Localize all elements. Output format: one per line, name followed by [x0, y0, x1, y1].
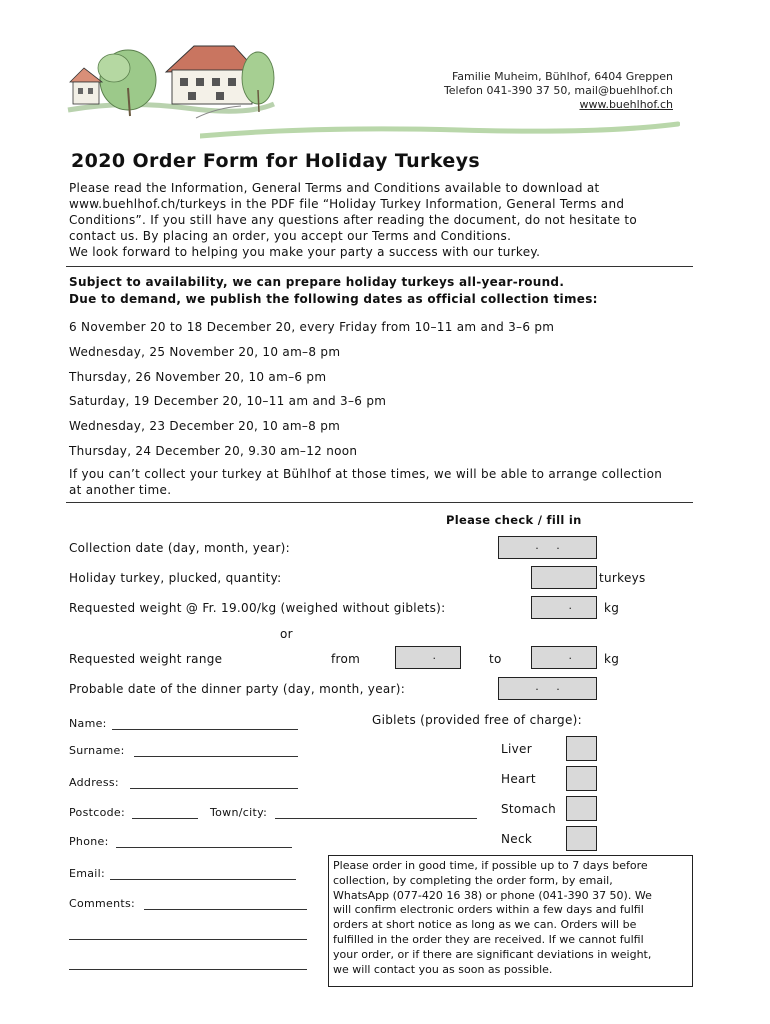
- divider: [66, 266, 693, 267]
- town-label: Town/city:: [210, 806, 268, 819]
- town-input[interactable]: [275, 818, 477, 819]
- weight-unit: kg: [604, 601, 620, 615]
- note-line: Please order in good time, if possible up to 7 days before: [333, 859, 648, 872]
- page-title: 2020 Order Form for Holiday Turkeys: [71, 150, 481, 172]
- website-link[interactable]: www.buehlhof.ch: [579, 98, 673, 111]
- quantity-field[interactable]: [531, 566, 597, 589]
- logo: [66, 38, 276, 120]
- or-label: or: [280, 627, 293, 641]
- comments-label: Comments:: [69, 897, 136, 910]
- address-line-2: Telefon 041-390 37 50, mail@buehlhof.ch: [443, 84, 673, 97]
- phone-input[interactable]: [116, 847, 292, 848]
- range-from-label: from: [331, 652, 361, 666]
- collection-date-item: Wednesday, 25 November 20, 10 am–8 pm: [69, 345, 341, 359]
- note-line: fulfilled in the order they are received. If we cannot fulfil: [333, 932, 644, 946]
- intro-line: contact us. By placing an order, you accept our Terms and Conditions.: [69, 229, 512, 243]
- address-line-1: Familie Muheim, Bühlhof, 6404 Greppen: [451, 70, 673, 83]
- availability-line: Subject to availability, we can prepare holiday turkeys all-year-round.: [69, 275, 565, 289]
- note-line: will confirm electronic orders within a few days and fulfil: [333, 903, 644, 917]
- collection-date-item: Saturday, 19 December 20, 10–11 am and 3–6 pm: [69, 394, 387, 408]
- email-label: Email:: [69, 867, 106, 880]
- giblet-label-stomach: Stomach: [501, 802, 557, 816]
- collection-date-item: 6 November 20 to 18 December 20, every Friday from 10–11 am and 3–6 pm: [69, 320, 555, 334]
- weight-label: Requested weight @ Fr. 19.00/kg (weighed without giblets):: [69, 601, 446, 615]
- giblet-checkbox-neck[interactable]: [566, 826, 597, 851]
- giblet-checkbox-heart[interactable]: [566, 766, 597, 791]
- alt-collection-line: at another time.: [69, 483, 172, 497]
- name-input[interactable]: [112, 729, 298, 730]
- note-line: we will contact you as soon as possible.: [333, 962, 553, 976]
- collection-date-field[interactable]: . .: [498, 536, 597, 559]
- phone-label: Phone:: [69, 835, 109, 848]
- note-line: your order, or if there are significant deviations in weight,: [333, 947, 652, 961]
- email-input[interactable]: [110, 879, 296, 880]
- quantity-unit: turkeys: [599, 571, 646, 585]
- header-swoosh-icon: [200, 118, 680, 142]
- giblet-label-liver: Liver: [501, 742, 532, 756]
- weight-field[interactable]: .: [531, 596, 597, 619]
- surname-input[interactable]: [134, 756, 298, 757]
- name-label: Name:: [69, 717, 107, 730]
- collection-date-item: Thursday, 24 December 20, 9.30 am–12 noon: [69, 444, 358, 458]
- note-line: collection, by completing the order form, by email,: [333, 873, 613, 887]
- giblet-label-heart: Heart: [501, 772, 536, 786]
- intro-line: We look forward to helping you make your party a success with our turkey.: [69, 245, 541, 259]
- surname-label: Surname:: [69, 744, 125, 757]
- header-address: [444, 70, 673, 112]
- range-from-field[interactable]: .: [395, 646, 461, 669]
- comments-input-line[interactable]: [69, 939, 307, 940]
- farmhouse-illustration-icon: [66, 38, 276, 120]
- comments-input[interactable]: [144, 909, 307, 910]
- intro-line: Please read the Information, General Terms and Conditions available to download at: [69, 181, 600, 195]
- giblet-label-neck: Neck: [501, 832, 533, 846]
- collection-date-item: Wednesday, 23 December 20, 10 am–8 pm: [69, 419, 341, 433]
- giblet-checkbox-stomach[interactable]: [566, 796, 597, 821]
- range-unit: kg: [604, 652, 620, 666]
- note-line: orders at short notice as long as we can. Orders will be: [333, 918, 637, 932]
- divider: [66, 502, 693, 503]
- address-label: Address:: [69, 776, 119, 789]
- giblet-checkbox-liver[interactable]: [566, 736, 597, 761]
- postcode-label: Postcode:: [69, 806, 125, 819]
- range-to-label: to: [489, 652, 502, 666]
- availability-line: Due to demand, we publish the following dates as official collection times:: [69, 292, 598, 306]
- alt-collection-line: If you can’t collect your turkey at Bühlhof at those times, we will be able to arrange collection: [69, 467, 663, 481]
- comments-input-line[interactable]: [69, 969, 307, 970]
- intro-line: www.buehlhof.ch/turkeys in the PDF file “Holiday Turkey Information, General Terms and: [69, 197, 625, 211]
- party-date-label: Probable date of the dinner party (day, month, year):: [69, 682, 406, 696]
- party-date-field[interactable]: . .: [498, 677, 597, 700]
- quantity-label: Holiday turkey, plucked, quantity:: [69, 571, 282, 585]
- form-instruction: Please check / fill in: [446, 513, 582, 527]
- order-note-box: [328, 855, 693, 987]
- range-label: Requested weight range: [69, 652, 223, 666]
- postcode-input[interactable]: [132, 818, 198, 819]
- collection-date-item: Thursday, 26 November 20, 10 am–6 pm: [69, 370, 327, 384]
- collection-date-label: Collection date (day, month, year):: [69, 541, 290, 555]
- giblets-heading: Giblets (provided free of charge):: [372, 713, 582, 727]
- intro-line: Conditions”. If you still have any questions after reading the document, do not hesitate to: [69, 213, 638, 227]
- note-line: WhatsApp (077-420 16 38) or phone (041-390 37 50). We: [333, 888, 652, 902]
- range-to-field[interactable]: .: [531, 646, 597, 669]
- address-input[interactable]: [130, 788, 298, 789]
